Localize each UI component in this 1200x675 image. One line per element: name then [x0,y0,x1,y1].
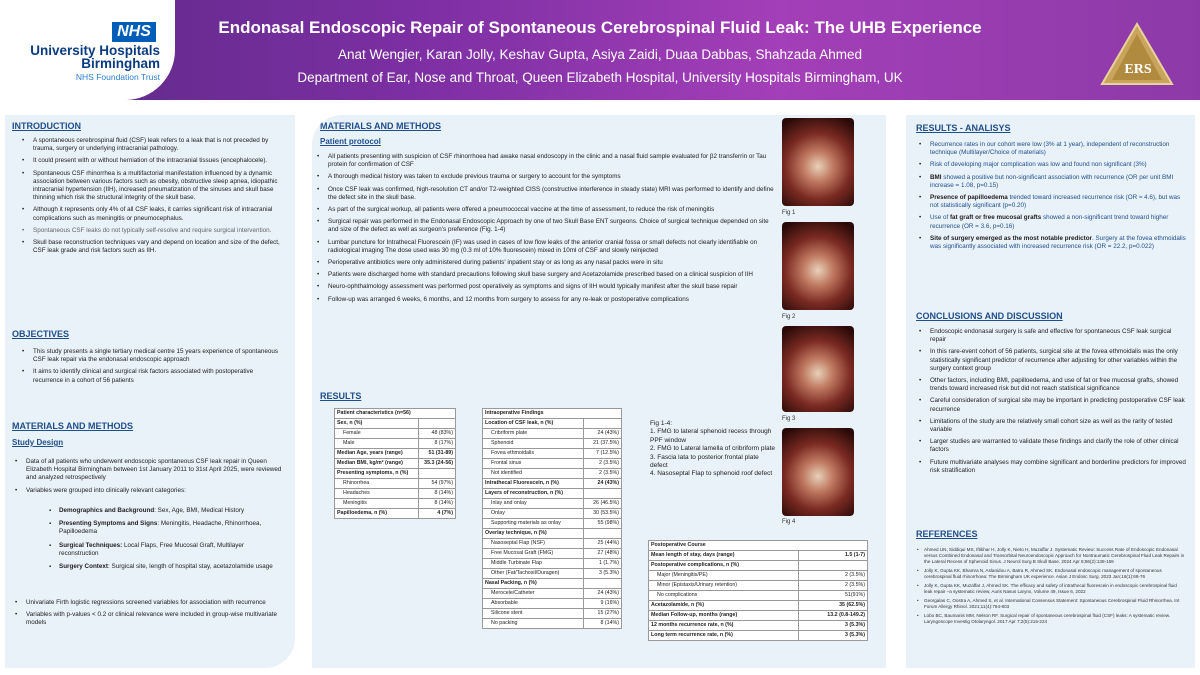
list-item: • Jolly K, Gupta KK, Bhamra N, Aslanidou A, Batra R, Ahmed SK. Endonasal endoscopic management of spontaneous cerebrospinal fluid rhinorrhoea: The Birmingham UK experience. Asian J Endosc Surg. 2023 Jan;16(1):68-76 [916,568,1186,580]
list-item: ▪ Surgical Techniques: Local Flaps, Free Mucosal Graft, Multilayer reconstruction [49,542,279,558]
table-row [483,569,622,579]
list-item: • Neuro-ophthalmology assessment was performed post operatively as symptoms and signs of IIH would typically manifest after the skull base repair [314,283,774,291]
analysis-list [12,599,284,632]
table-row [335,449,456,459]
row-value: 35 (62.5%) [799,601,868,611]
row-label: Presenting symptoms, n (%) [335,469,419,479]
list-item: • A thorough medical history was taken to exclude previous trauma or surgery to account for the symptoms [314,173,774,181]
row-value: 35.3 (24-56) [418,459,455,469]
figure-4-label: Fig 4 [782,519,796,525]
row-value: 1 (1.7%) [584,559,622,569]
row-value: 3 (5.3%) [799,631,868,641]
list-item: • Site of surgery emerged as the most notable predictor. Surgery at the fovea ethmoidalis was significantly associated with increased recurrence risk (OR = 22.2, p=0.022) [916,235,1186,251]
row-value: 1.5 (1-7) [799,551,868,561]
row-label: Absorbable [483,599,584,609]
postoperative-course-table [648,540,868,641]
row-label: Median Follow-up, months (range) [649,611,799,621]
row-label: No complications [649,591,799,601]
list-item: • Lobo BC, Baumanis MM, Nelson RF. Surgical repair of spontaneous cerebrospinal fluid (CSF) leaks: A systematic review. Laryngoscope Investig Otolaryngol. 2017 Apr 7;2(5):215-224 [916,613,1186,625]
results-analysis-heading: RESULTS - ANALISYS [916,123,1011,133]
row-label: Frontal sinus [483,459,584,469]
right-column [906,115,1195,668]
table-row [483,519,622,529]
row-value: 9 (16%) [584,599,622,609]
row-label: Free Mucosal Graft (FMG) [483,549,584,559]
list-item: • As part of the surgical workup, all patients were offered a pneumococcal vaccine at the time of assessment, to reduce the risk of meningitis [314,206,774,214]
row-value: 13.2 (0.8-149.2) [799,611,868,621]
trust-name: NHS Foundation Trust [75,72,160,82]
row-value: 2 (3.5%) [584,469,622,479]
table-row [483,469,622,479]
row-value: 2 (3.5%) [799,571,868,581]
row-value [418,419,455,429]
results-heading: RESULTS [320,391,362,401]
row-value: 25 (44%) [584,539,622,549]
table-row [335,469,456,479]
table-row [649,621,868,631]
table-row [483,429,622,439]
objectives-list [19,348,281,389]
objectives-heading: OBJECTIVES [12,329,70,339]
org-name: University Hospitals Birmingham [30,43,160,71]
table-row [483,559,622,569]
table-title: Patient characteristics (n=56) [335,409,456,419]
row-label: Mean length of stay, days (range) [649,551,799,561]
department: Department of Ear, Nose and Throat, Queen Elizabeth Hospital, University Hospitals Birmingham, UK [297,70,903,85]
list-item: • Risk of developing major complication was low and found non significant (3%) [916,161,1186,169]
table-row [483,439,622,449]
nhs-logo: NHS [112,22,156,42]
list-item: • Other factors, including BMI, papilloedema, and use of fat or free mucosal grafts, showed trends toward increased risk but did not reach statistical significance [916,377,1186,393]
row-value: 7 (12.5%) [584,449,622,459]
row-label: Female [335,429,419,439]
row-value: 3 (5.3%) [584,569,622,579]
figure-caption: Fig 1-4: 1. FMG to lateral sphenoid recess through PPF window 2. FMG to Lateral lamella of cribriform plate 3. Fascia lata to posterior frontal plate defect 4. Nasoseptal Flap to sphenoid roof defect [650,420,775,478]
row-label: Sex, n (%) [335,419,419,429]
poster-title: Endonasal Endoscopic Repair of Spontaneous Cerebrospinal Fluid Leak: The UHB Experience [218,18,982,37]
table-row [335,489,456,499]
list-item: • It aims to identify clinical and surgical risk factors associated with postoperative recurrence in a cohort of 56 patients [19,368,281,384]
list-item: • Ahmed UN, Siddiqui MS, Iftikhar H, Jolly K, Nieto H, Muzaffar J. Systematic Review: Success Rate of Endoscopic Endonasal versus Combined Endonasal and Transorbital Neuroendoscopic Approach for Nontraumatic Cerebrospinal Fluid Leak Repairs in the Lateral Recess of Sphenoid Sinus. J Neurol Surg B Skull Base. 2024 Apr 8;86(2):138-159 [916,547,1186,565]
conclusions-heading: CONCLUSIONS AND DISCUSSION [916,311,1063,321]
list-item: • Once CSF leak was confirmed, high-resolution CT and/or T2-weighted CISS (constructive interference in steady state) MRI was performed to identify and define the defect site in the skull base. [314,186,774,202]
row-value: 15 (27%) [584,609,622,619]
list-item: • Careful consideration of surgical site may be important in predicting postoperative CSF leak recurrence [916,397,1186,413]
table-row [483,609,622,619]
list-item: • Univariate Firth logistic regressions screened variables for association with recurrence [12,599,284,607]
table-row [483,589,622,599]
row-value: 27 (48%) [584,549,622,559]
row-value: 2 (3.5%) [584,459,622,469]
row-label: Meningitis [335,499,419,509]
table-row [483,539,622,549]
row-value [799,561,868,571]
list-item: • In this rare-event cohort of 56 patients, surgical site at the fovea ethmoidalis was the only statistically significant predictor of recurrence after adjusting for other variables within the surgery context group [916,348,1186,373]
row-label: Location of CSF leak, n (%) [483,419,584,429]
patient-protocol-list [314,153,774,308]
table-row [649,611,868,621]
table-row [649,561,868,571]
list-item: • Lumbar puncture for Intrathecal Fluorescein (IF) was used in cases of low flow leaks of the anterior cranial fossa or small defects not clearly identifiable on radiological imaging The dose used was 30 mg (0.3 ml of 10% fluorescein) mixed in 10ml of CSF and slowly reinjected [314,239,774,255]
row-value: 51 (31-89) [418,449,455,459]
introduction-list [19,137,281,259]
row-value: 24 (43%) [584,429,622,439]
list-item: ▪ Demographics and Background: Sex, Age, BMI, Medical History [49,507,279,515]
table-row [649,591,868,601]
list-item: • Spontaneous CSF rhinorrhea is a multifactorial manifestation influenced by a dynamic association between various factors such as obesity, obstructive sleep apnea, idiopathic intracranial hypertension (IIH), increased pneumatization of the sinuses and skull base thinning which risk the structural integrity of the skull base. [19,170,281,203]
authors: Anat Wengier, Karan Jolly, Keshav Gupta, Asiya Zaidi, Duaa Dabbas, Shahzada Ahmed [337,47,863,62]
row-label: Fovea ethmoidalis [483,449,584,459]
row-value: 51(91%) [799,591,868,601]
table-title: Postoperative Course [649,541,868,551]
table-row [483,619,622,629]
table-row [483,479,622,489]
row-value: 30 (53.5%) [584,509,622,519]
row-label: No packing [483,619,584,629]
list-item: • Data of all patients who underwent endoscopic spontaneous CSF leak repair in Queen Elizabeth Hospital Birmingham between 1st January 2011 to 31st April 2025, were reviewed and analyzed retrospectively [12,458,284,483]
row-value [584,579,622,589]
row-label: Minor (Epistaxis/Urinary retention) [649,581,799,591]
introduction-heading: INTRODUCTION [12,121,81,131]
references-list [916,547,1186,628]
list-item: • Jolly K, Gupta KK, Muzaffar J, Ahmed SK. The efficacy and safety of intrathecal fluorescein in endoscopic cerebrospinal fluid leak repair –a systematic review, Auris Nasus Larynx, Volume 49, Issue 6, 2022 [916,583,1186,595]
results-analysis-list [916,141,1186,255]
intraoperative-findings-table [482,408,622,629]
row-value [584,419,622,429]
figure-3-label: Fig 3 [782,416,796,422]
table-row [649,601,868,611]
row-value: 2 (3.5%) [799,581,868,591]
list-item: • Limitations of the study are the relatively small cohort size as well as the rarity of tested variable [916,418,1186,434]
row-value [418,469,455,479]
list-item: • All patients presenting with suspicion of CSF rhinorrhoea had awake nasal endoscopy in the clinic and a nasal fluid sample evaluated for β2 transferrin or Tau protein for confirmation of CSF [314,153,774,169]
table-row [483,489,622,499]
figure-2-label: Fig 2 [782,314,796,320]
row-label: Nasal Packing, n (%) [483,579,584,589]
list-item: • Follow-up was arranged 6 weeks, 6 months, and 12 months from surgery to assess for any re-leak or postoperative complications [314,296,774,304]
table-row [483,549,622,559]
row-label: Median BMI, kg/m² (range) [335,459,419,469]
study-design-heading: Study Design [12,438,64,447]
list-item: • Spontaneous CSF leaks do not typically self-resolve and require surgical intervention. [19,227,281,235]
row-value: 21 (37.5%) [584,439,622,449]
row-value: 24 (43%) [584,589,622,599]
list-item: • Recurrence rates in our cohort were low (3% at 1 year), independent of reconstruction technique (Multilayer/Choice of materials) [916,141,1186,157]
list-item: • Skull base reconstruction techniques vary and depend on location and size of the defect, CSF leak grade and risk factors such as IIH. [19,239,281,255]
row-label: Onlay [483,509,584,519]
conclusions-list [916,328,1186,479]
references-heading: REFERENCES [916,529,978,539]
row-value: 54 (97%) [418,479,455,489]
table-row [483,579,622,589]
row-value: 48 (83%) [418,429,455,439]
table-row [335,509,456,519]
list-item: • Georgalas C, Oostra A, Ahmed S, et al. International Consensus Statement: Spontaneous Cerebrospinal Fluid Rhinorrhea. Int Forum Allergy Rhinol. 2021;11(4):794-803 [916,598,1186,610]
list-item: • Patients were discharged home with standard precautions following skull base surgery and Acetazolamide prescribed based on a clinical suspicion of IIH [314,271,774,279]
row-value [584,529,622,539]
row-label: Middle Turbinate Flap [483,559,584,569]
table-row [649,581,868,591]
row-value: 3 (5.3%) [799,621,868,631]
row-label: Cribriform plate [483,429,584,439]
ers-logo-text: ERS [1124,62,1152,77]
row-label: Male [335,439,419,449]
patient-protocol-heading: Patient protocol [320,137,381,146]
table-row [335,419,456,429]
row-label: Silicone stent [483,609,584,619]
figure-1-label: Fig 1 [782,210,796,216]
list-item: • Use of fat graft or free mucosal grafts showed a non-significant trend toward higher recurrence (OR = 3.6, p=0.16) [916,214,1186,230]
row-label: Supporting materials as onlay [483,519,584,529]
study-design-list [12,458,284,499]
row-value: 4 (7%) [418,509,455,519]
list-item: • Presence of papilloedema trended toward increased recurrence risk (OR ≈ 4.6), but was not statistically significant (p=0.20) [916,194,1186,210]
row-label: Merocele/Catheter [483,589,584,599]
list-item: ▪ Surgery Context: Surgical site, length of hospital stay, acetazolamide usage [49,563,279,571]
list-item: • A spontaneous cerebrospinal fluid (CSF) leak refers to a leak that is not preceded by trauma, surgery or underlying intracranial pathology. [19,137,281,153]
row-label: Major (Meningitis/PE) [649,571,799,581]
row-label: Overlay technique, n (%) [483,529,584,539]
figure-3-image [782,326,854,412]
list-item: • Endoscopic endonasal surgery is safe and effective for spontaneous CSF leak surgical repair [916,328,1186,344]
list-item: • It could present with or without herniation of the intracranial tissues (encephalocele). [19,157,281,165]
row-label: 12 months recurrence rate, n (%) [649,621,799,631]
table-row [483,449,622,459]
row-label: Inlay and onlay [483,499,584,509]
row-label: Acetazolamide, n (%) [649,601,799,611]
list-item: • Future multivariate analyses may combine significant and borderline predictors for improved risk stratification [916,459,1186,475]
table-row [649,631,868,641]
patient-characteristics-table [334,408,456,519]
methods-heading: MATERIALS AND METHODS [12,421,133,431]
table-row [483,529,622,539]
figure-2-image [782,222,854,310]
list-item: • Larger studies are warranted to validate these findings and clarify the role of other clinical factors [916,438,1186,454]
row-label: Sphenoid [483,439,584,449]
table-row [649,551,868,561]
list-item: • Surgical repair was performed in the Endonasal Endoscopic Approach by one of two Skull Base ENT surgeons. Choice of surgical technique depended on site and size of the defect as well as surgeon’s preference (Fig. 1-4) [314,218,774,234]
row-label: Long term recurrence rate, n (%) [649,631,799,641]
variable-category-list [49,507,279,576]
row-value: 8 (14%) [418,499,455,509]
list-item: • This study presents a single tertiary medical centre 15 years experience of spontaneous CSF leak repair via the endonasal endoscopic approach [19,348,281,364]
list-item: • Although it represents only 4% of all CSF leaks, it carries significant risk of intracranial complications such as meningitis or pneumocephalus. [19,206,281,222]
table-row [335,439,456,449]
row-label: Layers of reconstruction, n (%) [483,489,584,499]
list-item: ▪ Presenting Symptoms and Signs: Meningitis, Headache, Rhinorrhoea, Papilloedema [49,520,279,536]
table-row [483,419,622,429]
row-value: 8 (14%) [584,619,622,629]
row-label: Postoperative complications, n (%) [649,561,799,571]
table-row [483,599,622,609]
list-item: • Variables were grouped into clinically relevant categories: [12,487,284,495]
table-row [483,459,622,469]
figure-1-image [782,118,854,206]
table-row [335,459,456,469]
row-value: 8 (14%) [418,489,455,499]
row-value [584,489,622,499]
row-label: Median Age, years (range) [335,449,419,459]
list-item: • Variables with p-values < 0.2 or clinical relevance were included in group-wise multivariate models [12,611,284,627]
table-row [483,509,622,519]
row-value: 8 (17%) [418,439,455,449]
row-label: Intrathecal Fluorescein, n (%) [483,479,584,489]
list-item: • BMI showed a positive but non-significant association with recurrence (OR per unit BMI increase = 1.08, p=0.15) [916,174,1186,190]
table-row [335,479,456,489]
table-row [649,571,868,581]
table-row [483,499,622,509]
table-row [335,429,456,439]
row-label: Other (Fat/Tachosil/Duragen) [483,569,584,579]
figure-4-image [782,428,854,516]
table-row [335,499,456,509]
row-label: Nasoseptal Flap (NSF) [483,539,584,549]
row-label: Not identified [483,469,584,479]
row-label: Rhinorrhea [335,479,419,489]
list-item: • Perioperative antibiotics were only administered during patients' inpatient stay or as long as any nasal packs were in situ [314,259,774,267]
row-label: Headaches [335,489,419,499]
row-value: 26 (46.5%) [584,499,622,509]
row-label: Papilloedema, n (%) [335,509,419,519]
left-column [5,115,295,668]
table-title: Intraoperative Findings [483,409,622,419]
row-value: 24 (43%) [584,479,622,489]
methods-heading-2: MATERIALS AND METHODS [320,121,441,131]
row-value: 55 (98%) [584,519,622,529]
